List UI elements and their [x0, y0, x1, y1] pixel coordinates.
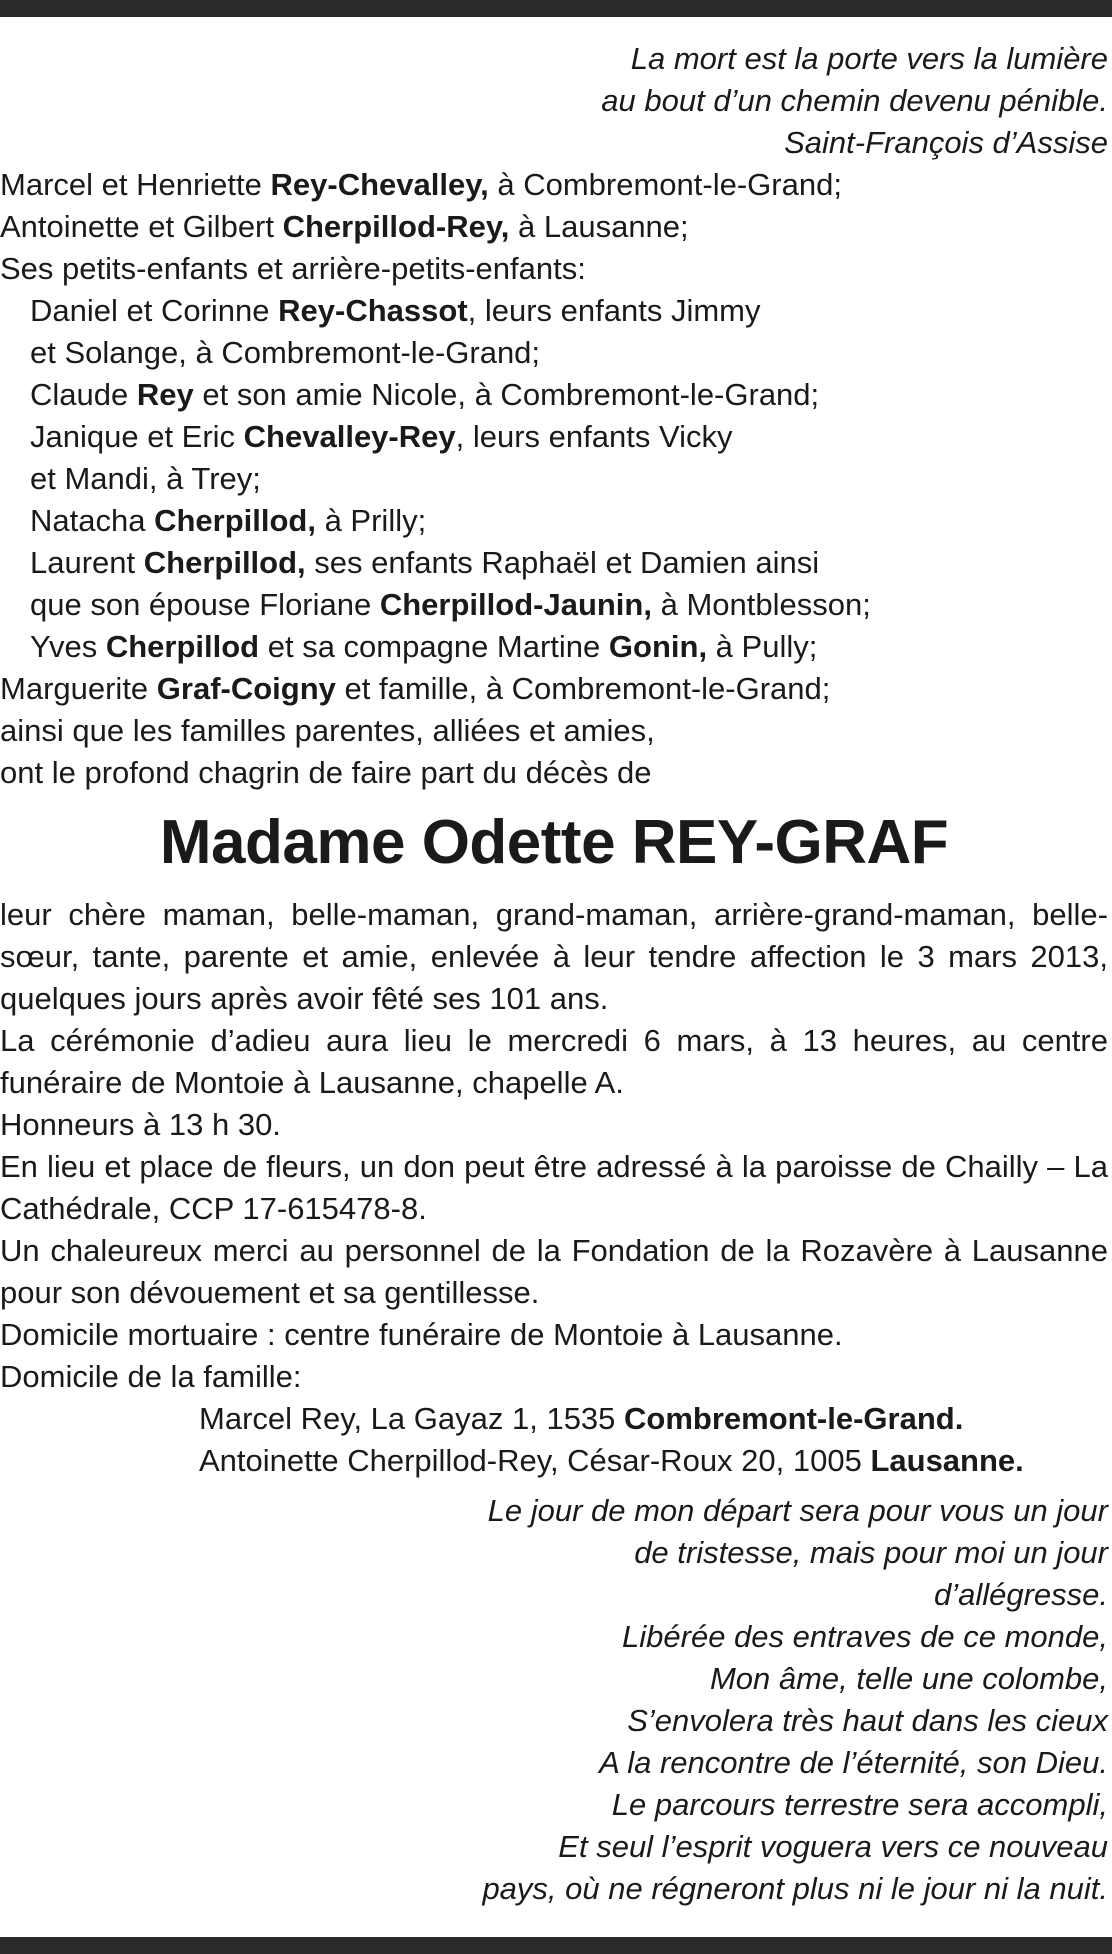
family-surname: Chevalley-Rey — [243, 419, 456, 454]
poem-line: A la rencontre de l’éternité, son Dieu. — [599, 1745, 1108, 1780]
poem-line: S’envolera très haut dans les cieux — [627, 1703, 1108, 1738]
family-text: Natacha — [30, 503, 155, 538]
family-surname: Rey-Chassot — [278, 293, 468, 328]
epigraph-author: Saint-François d’Assise — [784, 125, 1108, 160]
notice-body — [0, 894, 1108, 1398]
family-line — [0, 500, 1108, 542]
family-line: ont le profond chagrin de faire part du décès de — [0, 755, 652, 790]
family-text: Antoinette et Gilbert — [0, 209, 283, 244]
deceased-name: Madame Odette REY-GRAF — [159, 808, 949, 877]
address-line — [0, 1440, 1108, 1482]
address-locality: Combremont-le-Grand. — [624, 1401, 964, 1436]
poem-line: d’allégresse. — [933, 1577, 1108, 1612]
body-paragraph: En lieu et place de fleurs, un don peut être adressé à la paroisse de Chailly – La Cathédrale, CCP 17-615478-8. — [0, 1149, 1108, 1226]
poem-line: Et seul l’esprit voguera vers ce nouveau — [558, 1829, 1108, 1864]
family-surname: Rey-Chevalley, — [270, 167, 489, 202]
family-text: ses enfants Raphaël et Damien ainsi — [305, 545, 820, 580]
poem-line: pays, où ne régneront plus ni le jour ni la nuit. — [482, 1871, 1108, 1906]
family-line: et Mandi, à Trey; — [30, 461, 261, 496]
family-text: Marcel et Henriette — [0, 167, 271, 202]
family-surname: Cherpillod, — [154, 503, 316, 538]
body-paragraph: leur chère maman, belle-maman, grand-maman, arrière-grand-maman, belle-sœur, tante, parente et amie, enlevée à leur tendre affection le 3 mars 2013, quelques jours après avoir fêté ses 101 ans. — [0, 897, 1108, 1016]
poem-line: Le parcours terrestre sera accompli, — [611, 1787, 1108, 1822]
family-surname: Cherpillod — [105, 629, 260, 664]
family-text: Laurent — [30, 545, 144, 580]
body-paragraph: Un chaleureux merci au personnel de la Fondation de la Rozavère à Lausanne pour son dévouement et sa gentillesse. — [0, 1233, 1108, 1310]
family-text: à Combremont-le-Grand; — [488, 167, 842, 202]
family-line — [0, 164, 1108, 206]
body-paragraph: Domicile mortuaire : centre funéraire de Montoie à Lausanne. — [0, 1317, 843, 1352]
top-border-bar — [0, 0, 1112, 17]
family-line — [0, 584, 1108, 626]
family-text: , leurs enfants Vicky — [455, 419, 733, 454]
family-text: et famille, à Combremont-le-Grand; — [335, 671, 831, 706]
family-line: ainsi que les familles parentes, alliées et amies, — [0, 713, 655, 748]
bottom-border-bar — [0, 1937, 1112, 1954]
body-paragraph: Domicile de la famille: — [0, 1359, 302, 1394]
family-line — [0, 416, 1108, 458]
epigraph-line: au bout d’un chemin devenu pénible. — [601, 83, 1108, 118]
family-text: à Montblesson; — [651, 587, 871, 622]
family-text: Janique et Eric — [30, 419, 244, 454]
family-addresses — [0, 1398, 1108, 1482]
family-text: que son épouse Floriane — [30, 587, 380, 622]
family-line — [0, 290, 1108, 332]
family-list — [0, 164, 1108, 794]
family-surname: Graf-Coigny — [156, 671, 336, 706]
family-text: Marguerite — [0, 671, 157, 706]
body-paragraph: La cérémonie d’adieu aura lieu le mercredi 6 mars, à 13 heures, au centre funéraire de Montoie à Lausanne, chapelle A. — [0, 1023, 1108, 1100]
address-text: Marcel Rey, La Gayaz 1, 1535 — [199, 1401, 625, 1436]
family-line — [0, 206, 1108, 248]
family-text: Claude — [30, 377, 137, 412]
poem-line: Mon âme, telle une colombe, — [709, 1661, 1108, 1696]
address-locality: Lausanne. — [870, 1443, 1024, 1478]
body-paragraph: Honneurs à 13 h 30. — [0, 1107, 281, 1142]
family-text: Daniel et Corinne — [30, 293, 279, 328]
family-surname: Cherpillod-Rey, — [282, 209, 510, 244]
obituary-notice — [0, 38, 1108, 1910]
epigraph-line: La mort est la porte vers la lumière — [630, 41, 1108, 76]
address-text: Antoinette Cherpillod-Rey, César-Roux 20, 1005 — [199, 1443, 871, 1478]
family-surname: Rey — [136, 377, 194, 412]
family-line — [0, 626, 1108, 668]
family-text: à Prilly; — [315, 503, 427, 538]
poem-line: de tristesse, mais pour moi un jour — [634, 1535, 1108, 1570]
family-text: à Lausanne; — [509, 209, 689, 244]
closing-poem — [0, 1490, 1108, 1910]
family-line: et Solange, à Combremont-le-Grand; — [30, 335, 541, 370]
family-text: , leurs enfants Jimmy — [467, 293, 761, 328]
poem-line: Le jour de mon départ sera pour vous un jour — [487, 1493, 1108, 1528]
family-line — [0, 542, 1108, 584]
family-text: Yves — [30, 629, 106, 664]
family-text: et sa compagne Martine — [259, 629, 609, 664]
family-text: à Pully; — [707, 629, 818, 664]
poem-line: Libérée des entraves de ce monde, — [622, 1619, 1108, 1654]
family-text: et son amie Nicole, à Combremont-le-Grand; — [193, 377, 820, 412]
family-surname: Gonin, — [608, 629, 708, 664]
family-line: Ses petits-enfants et arrière-petits-enfants: — [0, 251, 586, 286]
address-line — [0, 1398, 1108, 1440]
family-surname: Cherpillod, — [143, 545, 306, 580]
epigraph — [0, 38, 1108, 164]
family-surname: Cherpillod-Jaunin, — [379, 587, 652, 622]
family-line — [0, 668, 1108, 710]
family-line — [0, 374, 1108, 416]
